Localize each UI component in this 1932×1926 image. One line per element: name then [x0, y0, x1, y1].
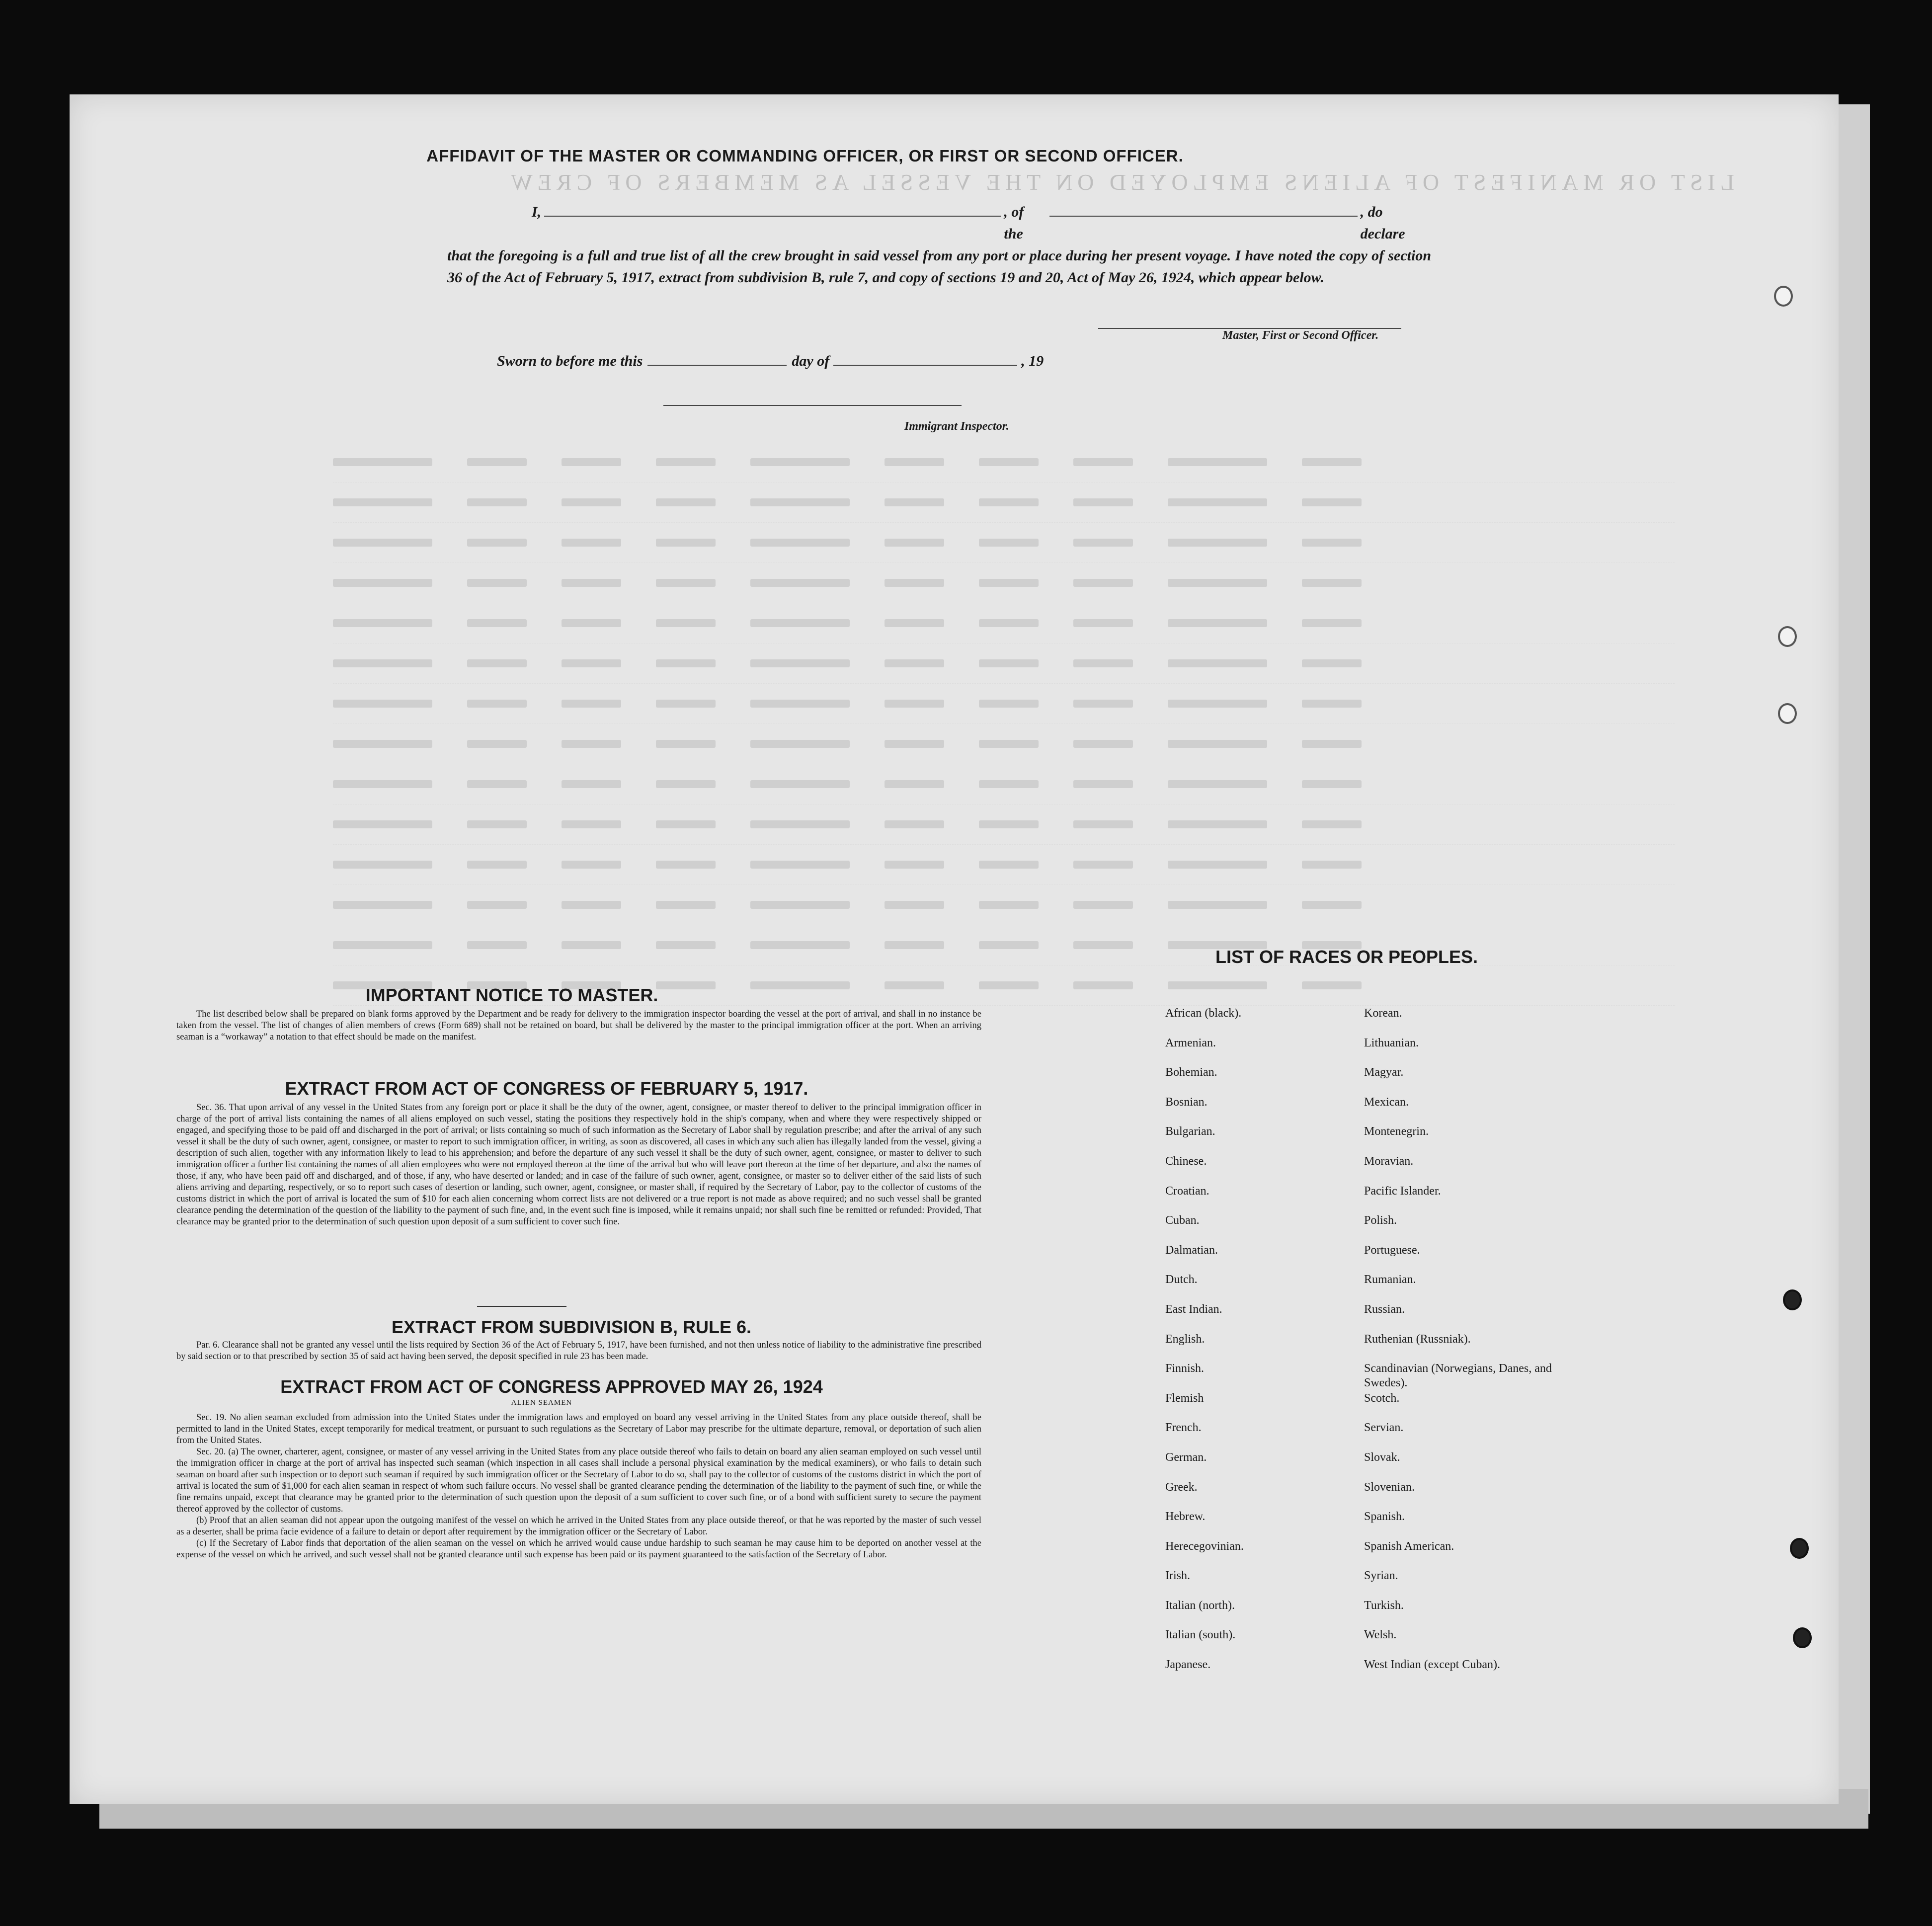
race-item: Ruthenian (Russniak).: [1364, 1332, 1471, 1346]
race-item: Herecegovinian.: [1165, 1539, 1244, 1553]
race-item: Finnish.: [1165, 1362, 1205, 1375]
vessel-blank: [1049, 215, 1357, 217]
race-item: German.: [1165, 1450, 1207, 1464]
affidavit-title: AFFIDAVIT OF THE MASTER OR COMMANDING OFFICER, OR FIRST OR SECOND OFFICER.: [426, 147, 1184, 165]
do-declare-label: , do declare: [1360, 204, 1405, 242]
race-item: East Indian.: [1165, 1302, 1222, 1316]
extract-rule6-title: EXTRACT FROM SUBDIVISION B, RULE 6.: [391, 1317, 752, 1337]
declaration-statement: that the foregoing is a full and true list of all the crew brought in said vessel from any port or place during her present voyage. I have noted the copy of section 36 of the Act of February 5, 1917, extract from subdivision B, rule 7, and copy of sections 19 and 20, Act of May 26, 1924, which appear below.: [447, 247, 1431, 286]
extract-1924-subtitle: ALIEN SEAMEN: [511, 1399, 572, 1407]
sec-20b: (b) Proof that an alien seaman did not appear upon the outgoing manifest of the vessel on which he arrived in the United States from any place outside thereof, or that he was reported by the master of such vessel as a deserter, shall be prima facie evidence of a failure to detain or deport after requirement by the immigration officer or the Secretary of Labor.: [176, 1516, 981, 1537]
inspector-line: [663, 405, 962, 406]
race-item: Turkish.: [1364, 1599, 1404, 1612]
punch-hole: [1778, 703, 1797, 724]
race-item: Polish.: [1364, 1214, 1397, 1227]
race-item: Lithuanian.: [1364, 1036, 1419, 1049]
i-label: I,: [532, 204, 542, 220]
race-item: Bulgarian.: [1165, 1125, 1215, 1138]
notice-body: The list described below shall be prepared on blank forms approved by the Department and be ready for delivery to the immigration inspector boarding the vessel at the port of arrival, and shall in no instance be taken from the vessel. The list of changes of alien members of crews (Form 689) shall not be retained on board, but shall be delivered by the master to the principal immigration officer at the port. When an arriving seaman is a “workaway” a notation to that effect should be made on the manifest.: [176, 1009, 981, 1042]
race-item: Montenegrin.: [1364, 1125, 1429, 1138]
extract-rule6-body: Par. 6. Clearance shall not be granted any vessel until the lists required by Section 36 of the Act of February 5, 1917, have been furnished, and not then unless notice of liability to the administrative fine prescribed by said section or to that prescribed by section 35 of said act having been served, the deposit specified in rule 23 has been made.: [176, 1340, 981, 1362]
race-item: Bohemian.: [1165, 1066, 1217, 1079]
extract-1924-title: EXTRACT FROM ACT OF CONGRESS APPROVED MAY 26, 1924: [280, 1376, 823, 1397]
punch-hole: [1783, 1289, 1802, 1310]
race-item: Italian (north).: [1165, 1599, 1235, 1612]
race-item: French.: [1165, 1421, 1202, 1435]
race-item: Cuban.: [1165, 1214, 1200, 1227]
race-item: Spanish American.: [1364, 1539, 1454, 1553]
race-item: Moravian.: [1364, 1154, 1414, 1168]
race-item: West Indian (except Cuban).: [1364, 1658, 1500, 1672]
race-item: Irish.: [1165, 1569, 1190, 1583]
race-item: Servian.: [1364, 1421, 1404, 1435]
race-item: Magyar.: [1364, 1066, 1404, 1079]
signature-label: Master, First or Second Officer.: [1222, 329, 1379, 342]
race-item: Pacific Islander.: [1364, 1184, 1441, 1198]
affidavit-declaration: [447, 201, 1431, 289]
extract-1924-body: [176, 1412, 981, 1561]
declaration-first-line: [447, 201, 1431, 245]
document-page: [70, 94, 1839, 1804]
punch-hole: [1790, 1538, 1809, 1559]
sworn-statement: [497, 353, 1044, 370]
race-item: Greek.: [1165, 1480, 1198, 1494]
race-item: Korean.: [1364, 1007, 1402, 1020]
race-item: Italian (south).: [1165, 1628, 1236, 1642]
reverse-bleed-title: LIST OR MANIFEST OF ALIENS EMPLOYED ON THE VESSEL AS MEMBERS OF CREW: [506, 169, 1734, 195]
inspector-label: Immigrant Inspector.: [904, 420, 1009, 433]
race-item: Slovenian.: [1364, 1480, 1415, 1494]
races-left-column: [1165, 999, 1244, 1680]
punch-hole: [1774, 286, 1793, 307]
punch-hole: [1778, 626, 1797, 647]
races-right-column: [1364, 999, 1553, 1680]
race-item: Dutch.: [1165, 1273, 1198, 1286]
race-item: Mexican.: [1364, 1095, 1409, 1109]
race-item: Spanish.: [1364, 1510, 1405, 1524]
sec-19: Sec. 19. No alien seaman excluded from admission into the United States under the immigration laws and employed on board any vessel arriving in the United States from any place outside thereof, shall be permitted to land in the United States, except temporarily for medical treatment, or pursuant to such regulations as the Secretary of Labor may prescribe for the ultimate departure, removal, or deportation of such alien from the United States.: [176, 1413, 981, 1445]
race-item: Scandinavian (Norwegians, Danes, and Swedes).: [1364, 1362, 1552, 1390]
race-item: Dalmatian.: [1165, 1243, 1218, 1257]
race-item: Slovak.: [1364, 1450, 1400, 1464]
extract-1917-title: EXTRACT FROM ACT OF CONGRESS OF FEBRUARY 5, 1917.: [285, 1078, 808, 1099]
section-divider: [477, 1306, 566, 1307]
extract-1917-body: Sec. 36. That upon arrival of any vessel in the United States from any foreign port or place it shall be the duty of the owner, agent, consignee, or master thereof to deliver to the principal immigration officer in charge of the port of arrival lists containing the names of all aliens employed on such vessel, stating the positions they respectively hold in the ship's company, when and where they were respectively shipped or engaged, and specifying those to be paid off and discharged in the port of arrival; or lists containing so much of such information as the Secretary of Labor shall by regulation prescribe; and after the arrival of any such vessel it shall be the duty of such owner, agent, consignee, or master to report to such immigration officer, in writing, as soon as discovered, all cases in which any such alien has illegally landed from the vessel, giving a description of such alien, together with any information likely to lead to his apprehension; and before the departure of any such vessel it shall be the duty of such owner, agent, consignee, or master to deliver to such immigration officer a further list containing the names of all alien employees who were not employed thereon at the time of the arrival but who will leave port thereon at the time of her departure, and also the names of those, if any, who have been paid off and discharged, and of those, if any, who have deserted or landed; and in case of the failure of such owner, agent, consignee, or master so to deliver either of the said lists of such aliens arriving and departing, respectively, or so to report such cases of desertion or landing, such owner, agent, consignee, or master shall, if required by the Secretary of Labor, pay to the collector of customs of the customs district in which the port of arrival is located the sum of $10 for each alien concerning whom correct lists are not delivered or a true report is not made as above required; and no such vessel shall be granted clearance pending the determination of the question of the liability to the payment of such fine, and, in the event such fine is imposed, while it remains unpaid; nor shall such fine be remitted or refunded: Provided, That clearance may be granted prior to the determination of such question upon deposit of a sum sufficient to cover such fine.: [176, 1103, 981, 1227]
race-item: Scotch.: [1364, 1391, 1400, 1405]
race-item: Portuguese.: [1364, 1243, 1420, 1257]
race-item: Japanese.: [1165, 1658, 1211, 1672]
race-item: Armenian.: [1165, 1036, 1216, 1049]
race-item: Bosnian.: [1165, 1095, 1208, 1109]
month-blank: [833, 364, 1017, 366]
race-item: Rumanian.: [1364, 1273, 1416, 1286]
race-item: Syrian.: [1364, 1569, 1398, 1583]
of-the-label: , of the: [1004, 204, 1024, 242]
year-label: , 19: [1021, 353, 1044, 369]
races-title: LIST OF RACES OR PEOPLES.: [1215, 947, 1478, 967]
day-blank: [647, 364, 787, 366]
day-of-label: day of: [792, 353, 830, 369]
punch-hole: [1793, 1627, 1812, 1648]
race-item: Hebrew.: [1165, 1510, 1206, 1524]
sec-20a: Sec. 20. (a) The owner, charterer, agent, consignee, or master of any vessel arriving in the United States from any place outside thereof who fails to detain on board any alien seaman employed on such vessel until the immigration officer in charge at the port of arrival has inspected such seaman (which inspection in all cases shall include a personal physical examination by the medical examiners), or who fails to detain such seaman on board after such inspection or to deport such seaman if required by such immigration officer or the Secretary of Labor to do so, shall pay to the collector of customs of the customs district in which the port of arrival is located the sum of $1,000 for each alien seaman in respect of whom such failure occurs. No vessel shall be granted clearance pending the determination of the liability to the payment of such fine, or while the fine remains unpaid, except that clearance may be granted prior to the determination of such question upon the deposit of a sum sufficient to cover such fine, or of a bond with sufficient surety to secure the payment thereof approved by the collector of customs.: [176, 1447, 981, 1514]
race-item: Russian.: [1364, 1302, 1405, 1316]
race-item: Welsh.: [1364, 1628, 1397, 1642]
reverse-bleed-rows: [333, 442, 1675, 1006]
sec-20c: (c) If the Secretary of Labor finds that deportation of the alien seaman on the vessel on which he arrived would cause undue hardship to such seaman he may cause him to be deported on another vessel at the expense of the vessel on which he arrived, and such vessel shall not be granted clearance until such expense has been paid or its payment guaranteed to the satisfaction of the Secretary of Labor.: [176, 1538, 981, 1560]
notice-title: IMPORTANT NOTICE TO MASTER.: [365, 985, 658, 1005]
race-item: English.: [1165, 1332, 1205, 1346]
name-blank: [544, 215, 1001, 217]
race-item: Flemish: [1165, 1391, 1204, 1405]
race-item: African (black).: [1165, 1007, 1242, 1020]
race-item: Chinese.: [1165, 1154, 1207, 1168]
race-item: Croatian.: [1165, 1184, 1209, 1198]
sworn-label: Sworn to before me this: [497, 353, 643, 369]
